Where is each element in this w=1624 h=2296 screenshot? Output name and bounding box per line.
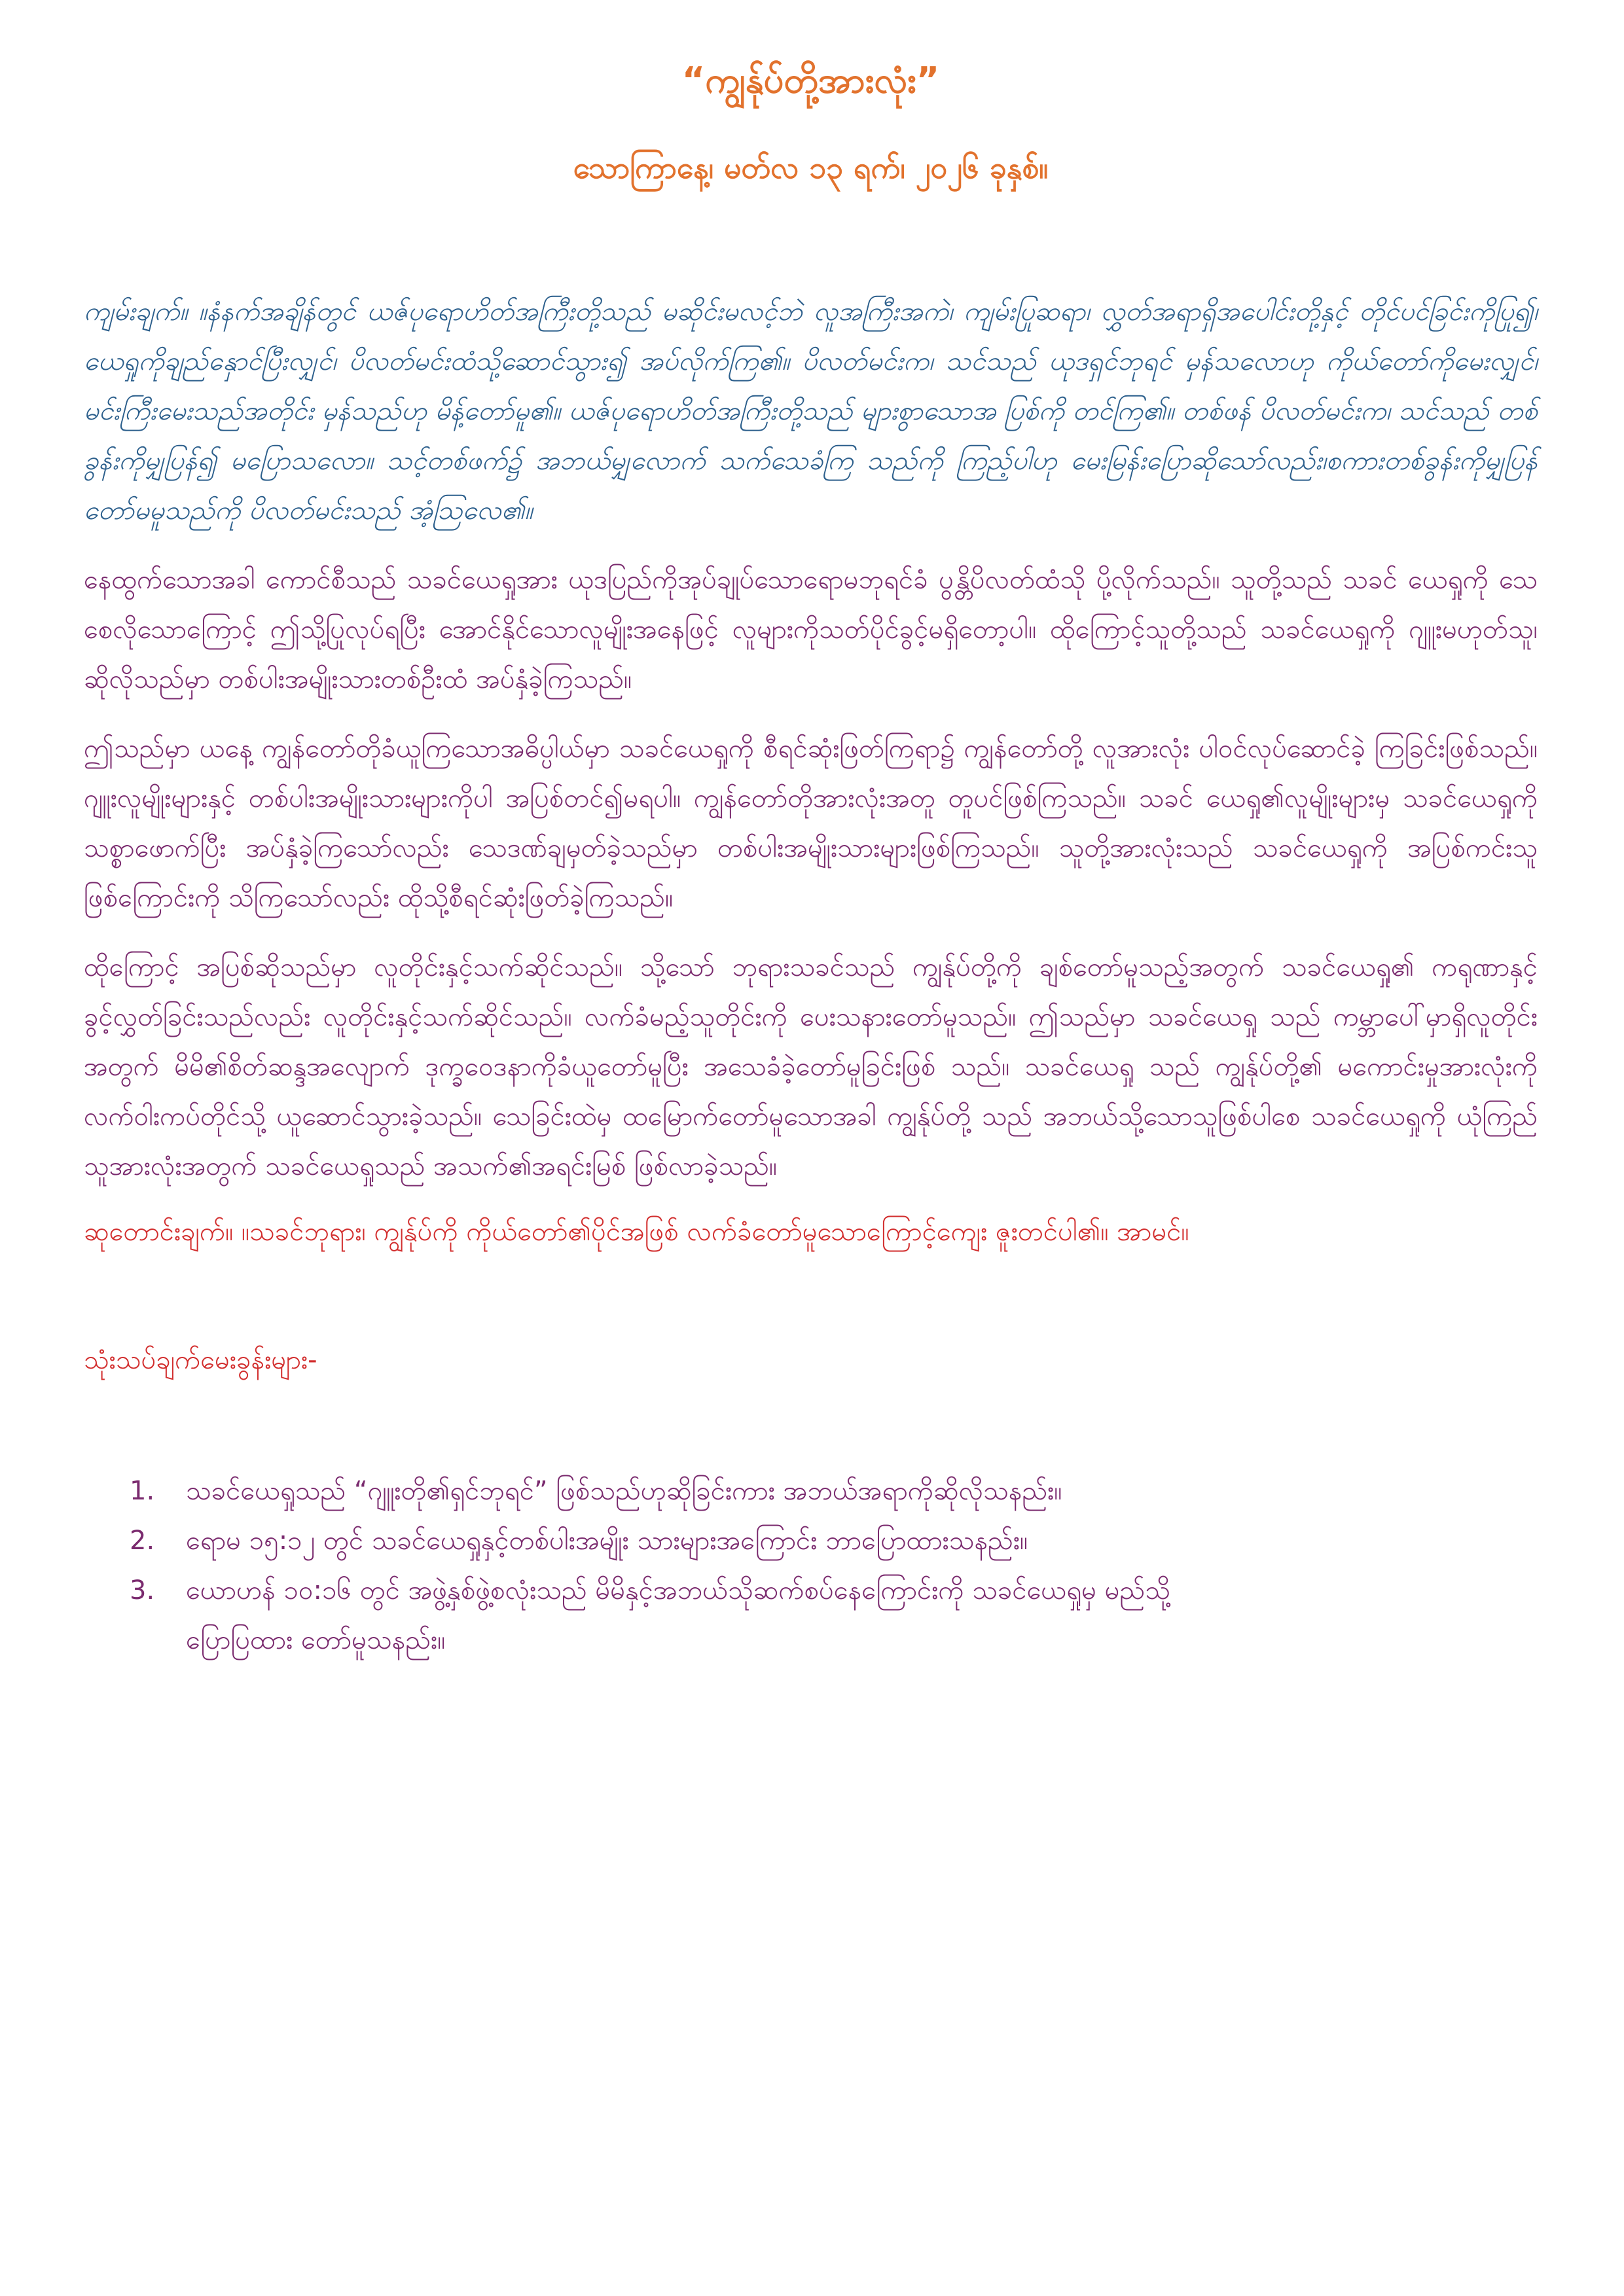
list-item-text: သခင်ယေရှုသည် “ဂျူးတို၏ရှင်ဘုရင်” ဖြစ်သည်ဟုဆိုခြင်းကား အဘယ်အရာကိုဆိုလိုသနည်း။ bbox=[186, 1476, 1062, 1506]
list-item-number: 2. bbox=[130, 1526, 155, 1556]
questions-heading: သုံးသပ်ချက်မေးခွန်းများ- bbox=[84, 1345, 317, 1375]
page-title: “ကျွန်ုပ်တို့အားလုံး” bbox=[681, 60, 940, 101]
list-item bbox=[130, 1566, 1538, 1665]
prayer-text: ဆုတောင်းချက်။ ။သခင်ဘုရား၊ ကျွန်ုပ်ကို ကိုယ်တော်၏ပိုင်အဖြစ် လက်ခံတော်မူသောကြောင့်ကျေး ဇူးတင်ပါ၏။ အာမင်။ bbox=[84, 1217, 1189, 1247]
list-item-number: 3. bbox=[130, 1575, 155, 1605]
list-item-text: ရောမ ၁၅:၁၂ တွင် သခင်ယေရှုနှင့်တစ်ပါးအမျိုး သားများအကြောင်း ဘာပြောထားသနည်း။ bbox=[186, 1526, 1028, 1556]
questions-list bbox=[84, 1466, 1538, 1665]
scripture-passage: ကျမ်းချက်။ ။နံနက်အချိန်တွင် ယဇ်ပုရောဟိတ်အကြီးတို့သည် မဆိုင်းမလင့်ဘဲ လူအကြီးအကဲ၊ ကျမ်းပြုဆရာ၊ လွှတ်အရာရှိအပေါင်းတို့နှင့် တိုင်ပင်ခြင်းကိုပြု၍၊ ယေရှုကိုချည်နှောင်ပြီးလျှင်၊ ပိလတ်မင်းထံသို့ဆောင်သွား၍ အပ်လိုက်ကြ၏။ ပိလတ်မင်းက၊ သင်သည် ယုဒရှင်ဘုရင် မှန်သလောဟု ကိုယ်တော်ကိုမေးလျှင်၊ မင်းကြီးမေးသည်အတိုင်း မှန်သည်ဟု မိန့်တော်မူ၏။ ယဇ်ပုရောဟိတ်အကြီးတို့သည် များစွာသောအ ပြစ်ကို တင်ကြ၏။ တစ်ဖန် ပိလတ်မင်းက၊ သင်သည် တစ်ခွန်းကိုမျှပြန်၍ မပြောသလော။ သင့်တစ်ဖက်၌ အဘယ်မျှလောက် သက်သေခံကြ သည်ကို ကြည့်ပါဟု မေးမြန်းပြောဆိုသော်လည်း၊စကားတစ်ခွန်းကိုမျှပြန်တော်မမူသည်ကို ပိလတ်မင်းသည် အံ့ဩလေ၏။ bbox=[84, 296, 1538, 526]
list-item-number: 1. bbox=[130, 1476, 155, 1506]
list-item bbox=[130, 1516, 1538, 1566]
body-paragraph: ဤသည်မှာ ယနေ့ ကျွန်တော်တိုခံယူကြသောအဓိပ္ပါယ်မှာ သခင်ယေရှုကို စီရင်ဆုံးဖြတ်ကြရာ၌ ကျွန်တော်တို့ လူအားလုံး ပါဝင်လုပ်ဆောင်ခဲ့ ကြခြင်းဖြစ်သည်။ ဂျူးလူမျိုးများနှင့် တစ်ပါးအမျိုးသားများကိုပါ အပြစ်တင်၍မရပါ။ ကျွန်တော်တိုအားလုံးအတူ တူပင်ဖြစ်ကြသည်။ သခင် ယေရှု၏လူမျိုးများမှ သခင်ယေရှုကို သစ္စာဖောက်ပြီး အပ်နှံခဲ့ကြသော်လည်း သေဒဏ်ချမှတ်ခဲ့သည်မှာ တစ်ပါးအမျိုးသားများဖြစ်ကြသည်။ သူတို့အားလုံးသည် သခင်ယေရှုကို အပြစ်ကင်းသူဖြစ်ကြောင်းကို သိကြသော်လည်း ထိုသို့စီရင်ဆုံးဖြတ်ခဲ့ကြသည်။ bbox=[84, 734, 1538, 913]
body-paragraph: နေထွက်သောအခါ ကောင်စီသည် သခင်ယေရှုအား ယုဒပြည်ကိုအုပ်ချုပ်သောရောမဘုရင်ခံ ပွန္တိပိလတ်ထံသို ပို့လိုက်သည်။ သူတို့သည် သခင် ယေရှုကို သေစေလိုသောကြောင့် ဤသို့ပြုလုပ်ရပြီး အောင်နိုင်သောလူမျိုးအနေဖြင့် လူများကိုသတ်ပိုင်ခွင့်မရှိတော့ပါ။ ထိုကြောင့်သူတို့သည် သခင်ယေရှုကို ဂျူးမဟုတ်သူ၊ ဆိုလိုသည်မှာ တစ်ပါးအမျိုးသားတစ်ဦးထံ အပ်နှံခဲ့ကြသည်။ bbox=[84, 565, 1538, 694]
page-header bbox=[84, 51, 1538, 195]
list-item-text: ယောဟန် ၁၀:၁၆ တွင် အဖွဲ့နှစ်ဖွဲ့စလုံးသည် မိမိနှင့်အဘယ်သိုဆက်စပ်နေကြောင်းကို သခင်ယေရှုမှ မည်သို့ပြောပြထား တော်မူသနည်း။ bbox=[186, 1575, 1170, 1655]
page-date: သောကြာနေ့၊ မတ်လ ၁၃ ရက်၊ ၂၀၂၆ ခုနှစ်။ bbox=[573, 150, 1049, 185]
list-item bbox=[130, 1466, 1538, 1516]
body-paragraph: ထိုကြောင့် အပြစ်ဆိုသည်မှာ လူတိုင်းနှင့်သက်ဆိုင်သည်။ သို့သော် ဘုရားသခင်သည် ကျွန်ုပ်တို့ကို ချစ်တော်မူသည့်အတွက် သခင်ယေရှု၏ ကရုဏာနှင့် ခွင့်လွှတ်ခြင်းသည်လည်း လူတိုင်းနှင့်သက်ဆိုင်သည်။ လက်ခံမည့်သူတိုင်းကို ပေးသနားတော်မူသည်။ ဤသည်မှာ သခင်ယေရှု သည် ကမ္ဘာပေါ်မှာရှိလူတိုင်းအတွက် မိမိ၏စိတ်ဆန္ဒအလျောက် ဒုက္ခဝေဒနာကိုခံယူတော်မူပြီး အသေခံခဲ့တော်မူခြင်းဖြစ် သည်။ သခင်ယေရှု သည် ကျွန်ုပ်တို့၏ မကောင်းမှုအားလုံးကို လက်ဝါးကပ်တိုင်သို့ ယူဆောင်သွားခဲ့သည်။ သေခြင်းထဲမှ ထမြောက်တော်မူသောအခါ ကျွန်ုပ်တို့ သည် အဘယ်သို့သောသူဖြစ်ပါစေ သခင်ယေရှုကို ယုံကြည်သူအားလုံးအတွက် သခင်ယေရှုသည် အသက်၏အရင်းမြစ် ဖြစ်လာခဲ့သည်။ bbox=[84, 952, 1538, 1181]
